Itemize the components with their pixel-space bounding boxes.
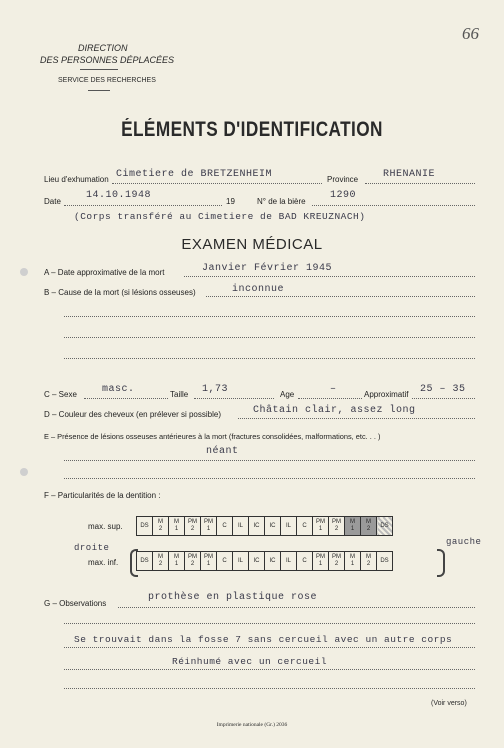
lower-tooth-cell: PM 1 — [201, 552, 217, 571]
upper-tooth-cell: IC — [265, 517, 281, 536]
upper-tooth-cell: PM 2 — [185, 517, 201, 536]
a-label: A – Date approximative de la mort — [44, 268, 165, 277]
g-label: G – Observations — [44, 599, 107, 608]
upper-tooth-cell: IC — [249, 517, 265, 536]
date-value: 14.10.1948 — [86, 190, 152, 201]
upper-tooth-cell: IL — [281, 517, 297, 536]
biere-value: 1290 — [330, 190, 357, 201]
upper-tooth-cell: IL — [233, 517, 249, 536]
a-value: Janvier Février 1945 — [202, 263, 333, 274]
lower-tooth-cell: M 2 — [153, 552, 169, 571]
lower-tooth-cell: M 1 — [345, 552, 361, 571]
g-line2: Se trouvait dans la fosse 7 sans cercueil avec un autre corps — [74, 634, 453, 645]
lower-teeth-grid — [136, 551, 393, 571]
year-prefix: 19 — [226, 197, 235, 206]
taille-value: 1,73 — [202, 384, 229, 395]
d-label: D – Couleur des cheveux (en prélever si possible) — [44, 410, 221, 419]
approx-value: 25 – 35 — [420, 384, 466, 395]
upper-tooth-cell: DS — [137, 517, 153, 536]
upper-tooth-cell: C — [217, 517, 233, 536]
lower-tooth-cell: PM 2 — [185, 552, 201, 571]
max-inf-label: max. inf. — [88, 558, 119, 567]
date-label: Date — [44, 197, 61, 206]
upper-tooth-cell: M 2 — [153, 517, 169, 536]
upper-tooth-cell: PM 1 — [201, 517, 217, 536]
voir-verso: (Voir verso) — [431, 700, 467, 707]
upper-tooth-cell: C — [297, 517, 313, 536]
lower-tooth-cell: PM 1 — [313, 552, 329, 571]
d-value: Châtain clair, assez long — [253, 405, 416, 416]
upper-tooth-cell: M 1 — [345, 517, 361, 536]
lower-tooth-cell: M 1 — [169, 552, 185, 571]
f-label: F – Particularités de la dentition : — [44, 491, 161, 500]
lieu-value: Cimetiere de BRETZENHEIM — [116, 169, 273, 180]
exam-title: EXAMEN MÉDICAL — [181, 236, 323, 253]
province-label: Province — [327, 175, 359, 184]
max-sup-label: max. sup. — [88, 522, 123, 531]
lieu-label: Lieu d'exhumation — [44, 175, 109, 184]
header-service: SERVICE DES RECHERCHES — [58, 77, 156, 84]
page-title: ÉLÉMENTS D'IDENTIFICATION — [121, 118, 383, 141]
transfer-note: (Corps transféré au Cimetiere de BAD KREUZNACH) — [74, 211, 366, 222]
b-label: B – Cause de la mort (si lésions osseuses) — [44, 288, 196, 297]
province-value: RHENANIE — [383, 169, 436, 180]
lower-tooth-cell: IL — [233, 552, 249, 571]
approx-label: Approximatif — [364, 390, 409, 399]
lower-tooth-cell: M 2 — [361, 552, 377, 571]
lower-tooth-cell: C — [217, 552, 233, 571]
g-value: prothèse en plastique rose — [148, 592, 318, 603]
lower-tooth-cell: DS — [377, 552, 393, 571]
lower-tooth-cell: IC — [249, 552, 265, 571]
page-number: 66 — [462, 24, 479, 43]
droite-label: droite — [74, 543, 110, 553]
lower-tooth-cell: C — [297, 552, 313, 571]
upper-tooth-cell: DS — [377, 517, 393, 536]
printer-mark: Imprimerie nationale (Gr.) 2036 — [216, 722, 288, 728]
e-label: E – Présence de lésions osseuses antérieures à la mort (fractures consolidées, malformations, etc. . . ) — [44, 432, 381, 441]
lower-tooth-cell: DS — [137, 552, 153, 571]
punch-hole — [20, 268, 28, 276]
g-line3: Réinhumé avec un cercueil — [172, 656, 328, 667]
upper-teeth-grid — [136, 516, 393, 536]
upper-tooth-cell: M 2 — [361, 517, 377, 536]
punch-hole — [20, 468, 28, 476]
age-value: – — [330, 384, 337, 395]
header-direction: DIRECTION — [78, 43, 128, 53]
denture-bracket-right — [437, 549, 445, 577]
upper-tooth-cell: PM 1 — [313, 517, 329, 536]
upper-tooth-cell: PM 2 — [329, 517, 345, 536]
denture-bracket-left — [130, 549, 138, 577]
lower-tooth-cell: IL — [281, 552, 297, 571]
gauche-label: gauche — [446, 537, 482, 547]
lower-tooth-cell: IC — [265, 552, 281, 571]
sexe-label: C – Sexe — [44, 390, 77, 399]
header-persons: DES PERSONNES DÉPLACÉES — [40, 55, 175, 65]
b-value: inconnue — [232, 284, 285, 295]
upper-tooth-cell: M 1 — [169, 517, 185, 536]
biere-label: N° de la bière — [257, 197, 306, 206]
sexe-value: masc. — [102, 384, 135, 395]
age-label: Age — [280, 390, 295, 399]
lower-tooth-cell: PM 2 — [329, 552, 345, 571]
taille-label: Taille — [170, 390, 189, 399]
e-value: néant — [206, 446, 239, 457]
